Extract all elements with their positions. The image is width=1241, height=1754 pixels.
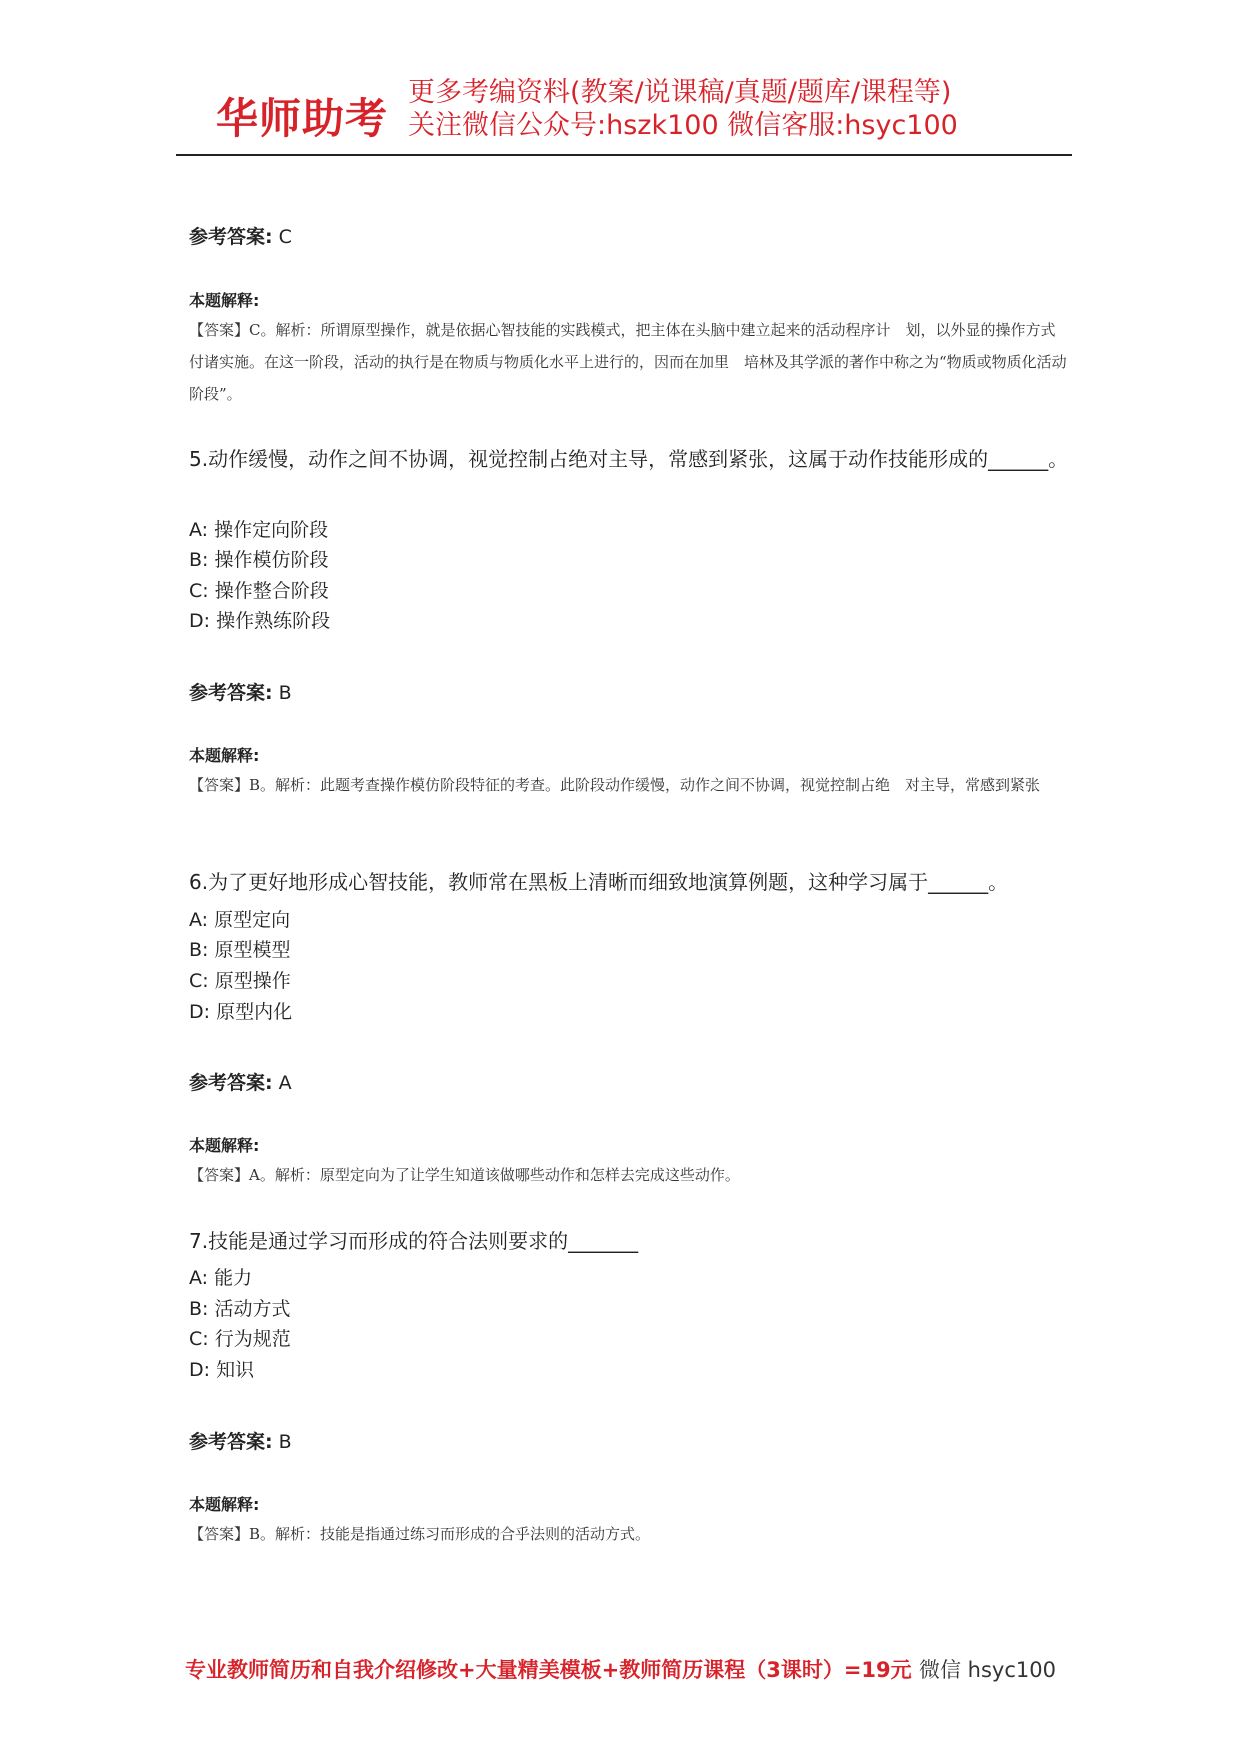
answer-label: 参考答案: (189, 1072, 273, 1094)
promo-line-2: 关注微信公众号:hszk100 微信客服:hsyc100 (408, 110, 958, 141)
q7-option-b: B: 活动方式 (189, 1298, 291, 1320)
q6-option-a: A: 原型定向 (189, 909, 291, 931)
answer-value: B (278, 682, 292, 704)
q5-option-d: D: 操作熟练阶段 (189, 610, 331, 632)
q6-option-d: D: 原型内化 (189, 1001, 293, 1023)
page-header (176, 70, 1072, 156)
promo-line-1: 更多考编资料(教案/说课稿/真题/题库/课程等) (408, 77, 952, 108)
q5-option-b: B: 操作模仿阶段 (189, 549, 329, 571)
question-5: 5.动作缓慢，动作之间不协调，视觉控制占绝对主导，常感到紧张，这属于动作技能形成的______。 (189, 447, 1069, 471)
answer-value: A (278, 1072, 292, 1094)
footer-wechat: 微信 hsyc100 (918, 1658, 1056, 1682)
explanation-text: 【答案】A。解析：原型定向为了让学生知道该做哪些动作和怎样去完成这些动作。 (189, 1166, 740, 1184)
q5-option-c: C: 操作整合阶段 (189, 580, 329, 602)
explanation-title: 本题解释: (189, 1136, 260, 1155)
answer-label: 参考答案: (189, 226, 273, 248)
explanation-text: 【答案】B。解析：技能是指通过练习而形成的合乎法则的活动方式。 (189, 1525, 651, 1543)
brand-logo: 华师助考 (216, 94, 389, 143)
q7-option-d: D: 知识 (189, 1359, 255, 1381)
q7-option-a: A: 能力 (189, 1267, 253, 1289)
explanation-title: 本题解释: (189, 1495, 260, 1514)
q5-option-a: A: 操作定向阶段 (189, 519, 329, 541)
explanation-text: 【答案】C。解析：所谓原型操作，就是依据心智技能的实践模式，把主体在头脑中建立起来的活动程序计 划，以外显的操作方式付诸实施。在这一阶段，活动的执行是在物质与物质化水平上进行的，因而在加里 培林及其学派的著作中称之为“物质或物质化活动阶段”。 (189, 321, 1067, 403)
answer-label: 参考答案: (189, 1431, 273, 1453)
answer-line (189, 222, 292, 249)
footer-promo (0, 1654, 1241, 1684)
answer-line (189, 1068, 292, 1095)
answer-line (189, 678, 292, 705)
answer-line (189, 1427, 292, 1454)
question-7: 7.技能是通过学习而形成的符合法则要求的_______ (189, 1229, 639, 1253)
explanation-text: 【答案】B。解析：此题考查操作模仿阶段特征的考查。此阶段动作缓慢，动作之间不协调，视觉控制占绝 对主导，常感到紧张 (189, 776, 1041, 794)
q6-option-c: C: 原型操作 (189, 970, 291, 992)
answer-label: 参考答案: (189, 682, 273, 704)
question-6: 6.为了更好地形成心智技能，教师常在黑板上清晰而细致地演算例题，这种学习属于______。 (189, 870, 1009, 894)
explanation-title: 本题解释: (189, 746, 260, 765)
footer-text: 专业教师简历和自我介绍修改+大量精美模板+教师简历课程（3课时）=19元 (185, 1658, 912, 1682)
q7-option-c: C: 行为规范 (189, 1328, 291, 1350)
header-promo (408, 76, 958, 142)
explanation-title: 本题解释: (189, 291, 260, 310)
q6-option-b: B: 原型模型 (189, 939, 291, 961)
answer-value: B (278, 1431, 292, 1453)
answer-value: C (278, 226, 292, 248)
